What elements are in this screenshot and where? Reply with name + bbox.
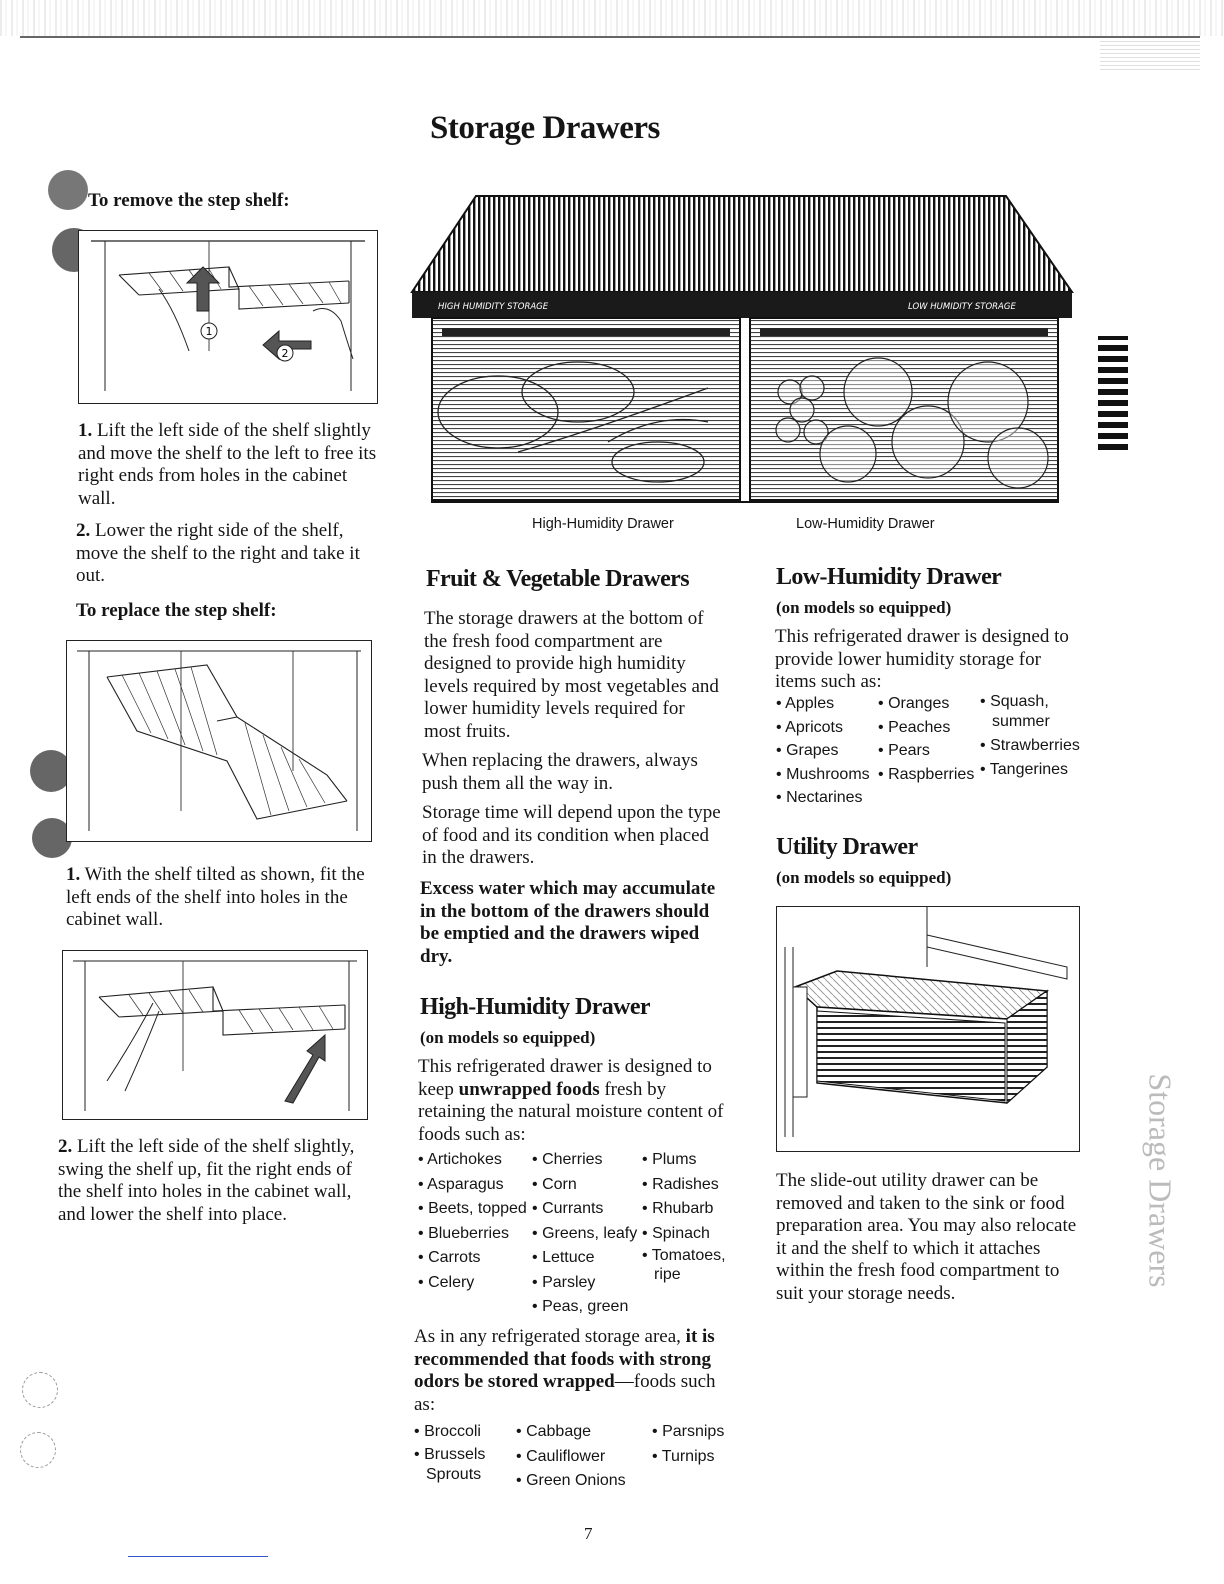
bullet: • [642, 1224, 648, 1242]
list-item: • Artichokes [418, 1151, 502, 1168]
scan-noise-right [1100, 40, 1200, 70]
list-item: • Pears [878, 742, 930, 759]
odor-list-col2 [516, 1420, 626, 1494]
binder-hole-mark [48, 170, 88, 210]
list-item: • Peas, green [532, 1298, 629, 1315]
scan-artifact [22, 1372, 58, 1408]
side-tab [1140, 1020, 1179, 1340]
bullet: • [516, 1423, 522, 1440]
bullet: • [516, 1472, 522, 1489]
note-bold: it is recommended that foods with strong odors be stored wrapped [414, 1326, 715, 1392]
side-tab-label: Storage Drawers [1142, 1073, 1179, 1288]
fruit-veg-para-1: The storage drawers at the bottom of the fresh food compartment are designed to provide high humidity levels required by most vegetables and lower humidity levels required for most fruits. [424, 608, 719, 742]
list-item: • Raspberries [878, 765, 975, 783]
list-item: • Nectarines [776, 789, 863, 806]
list-item: • Radishes [642, 1175, 719, 1193]
low-humidity-list-col2 [878, 692, 974, 786]
intro-text: fresh by retaining the natural moisture content of foods such as: [418, 1078, 724, 1145]
bullet: • [418, 1273, 424, 1291]
list-item: • Parsnips [652, 1423, 725, 1440]
list-item: • Blueberries [418, 1224, 509, 1242]
bullet: • [414, 1423, 420, 1440]
list-item: • Corn [532, 1175, 577, 1193]
list-item: • Tangerines [980, 761, 1069, 778]
list-item-continuation: Sprouts [426, 1466, 482, 1483]
fruit-veg-heading: Fruit & Vegetable Drawers [426, 566, 689, 592]
top-rule [20, 36, 1200, 38]
high-humidity-heading: High-Humidity Drawer [420, 994, 650, 1020]
bullet: • [776, 718, 782, 736]
step-text: With the shelf tilted as shown, fit the left ends of the shelf into holes in the cabinet wall. [66, 864, 365, 930]
bullet: • [532, 1273, 538, 1291]
list-item: • Celery [418, 1273, 475, 1291]
high-humidity-list-col3 [642, 1148, 726, 1284]
replace-shelf-heading: To replace the step shelf: [76, 600, 277, 621]
list-item: • Mushrooms [776, 765, 870, 783]
high-humidity-list-col1 [418, 1148, 527, 1295]
svg-text:2: 2 [281, 347, 289, 360]
bullet: • [878, 765, 884, 783]
bullet: • [642, 1247, 648, 1264]
low-humidity-subheading: (on models so equipped) [776, 598, 952, 617]
high-humidity-panel-label: HIGH HUMIDITY STORAGE [438, 302, 549, 312]
list-item: • Cauliflower [516, 1447, 606, 1465]
bullet: • [776, 742, 782, 759]
list-item: • Beets, topped [418, 1200, 527, 1217]
fruit-veg-para-2: When replacing the drawers, always push them all the way in. [422, 750, 698, 794]
bullet: • [418, 1249, 424, 1266]
bullet: • [532, 1175, 538, 1193]
bullet: • [418, 1224, 424, 1242]
bullet: • [776, 765, 782, 783]
bullet: • [418, 1151, 424, 1168]
bullet: • [980, 693, 986, 710]
replace-step-1 [66, 864, 366, 932]
index-tab-marks [1098, 336, 1128, 450]
list-item: • Asparagus [418, 1175, 504, 1193]
list-item: • Rhubarb [642, 1200, 714, 1217]
list-item: • Green Onions [516, 1472, 626, 1489]
list-item: • Cabbage [516, 1423, 592, 1440]
utility-subheading: (on models so equipped) [776, 868, 952, 887]
low-humidity-list-col1 [776, 692, 870, 810]
drawers-illustration [408, 192, 1084, 508]
step-text: Lift the left side of the shelf slightly and move the shelf to the left to free its right ends from holes in the cabinet wall. [78, 420, 377, 509]
bullet: • [980, 761, 986, 778]
fruit-veg-warning: Excess water which may accumulate in the bottom of the drawers should be emptied and the drawers wiped dry. [420, 878, 716, 967]
list-item: • Parsley [532, 1273, 596, 1291]
list-item: • Lettuce [532, 1249, 595, 1266]
list-item: • Apples [776, 695, 835, 712]
note-text: —foods such as: [414, 1371, 716, 1415]
intro-text: This refrigerated drawer is designed to keep [418, 1056, 712, 1100]
list-item-continuation: summer [992, 713, 1050, 730]
list-item: • Brussels [414, 1446, 486, 1463]
list-item-continuation: ripe [654, 1266, 681, 1283]
bullet: • [532, 1151, 538, 1168]
step-number: 1. [66, 864, 81, 885]
caption-low-humidity: Low-Humidity Drawer [796, 516, 935, 532]
bullet: • [980, 737, 986, 754]
list-item: • Peaches [878, 718, 951, 736]
replace-shelf-illustration-1 [66, 640, 372, 842]
bullet: • [642, 1200, 648, 1217]
bullet: • [418, 1200, 424, 1217]
list-item: • Oranges [878, 695, 950, 712]
bullet: • [878, 718, 884, 736]
bullet: • [516, 1447, 522, 1465]
list-item: • Spinach [642, 1224, 710, 1242]
page-title: Storage Drawers [430, 110, 660, 146]
list-item: • Plums [642, 1151, 697, 1168]
high-humidity-list-col2 [532, 1148, 637, 1320]
bullet: • [532, 1224, 538, 1242]
odor-list-col1 [414, 1420, 485, 1484]
bullet: • [652, 1423, 658, 1440]
bullet: • [532, 1249, 538, 1266]
list-item: • Broccoli [414, 1423, 481, 1440]
remove-step-2 [76, 520, 376, 588]
strong-odor-note [414, 1326, 734, 1416]
list-item: • Apricots [776, 718, 843, 736]
step-number: 1. [78, 420, 93, 441]
footer-rule [128, 1556, 268, 1557]
low-humidity-list-col3 [980, 692, 1080, 780]
remove-shelf-illustration [78, 230, 378, 404]
step-text: Lower the right side of the shelf, move the shelf to the right and take it out. [76, 520, 360, 586]
low-humidity-intro: This refrigerated drawer is designed to provide lower humidity storage for items such as: [775, 626, 1069, 692]
bullet: • [878, 695, 884, 712]
bullet: • [418, 1175, 424, 1193]
scan-top-noise [0, 0, 1224, 36]
bullet: • [878, 742, 884, 759]
replace-shelf-illustration-2 [62, 950, 368, 1120]
high-humidity-intro [418, 1056, 728, 1146]
svg-text:1: 1 [205, 325, 213, 338]
remove-shelf-heading: To remove the step shelf: [88, 190, 290, 211]
bullet: • [776, 695, 782, 712]
odor-list-col3 [652, 1420, 724, 1469]
list-item: • Currants [532, 1200, 604, 1217]
bullet: • [652, 1447, 658, 1465]
list-item: • Turnips [652, 1447, 715, 1465]
remove-step-1 [78, 420, 378, 510]
bullet: • [532, 1200, 538, 1217]
bullet: • [776, 789, 782, 806]
scan-artifact [20, 1432, 56, 1468]
list-item: • Cherries [532, 1151, 603, 1168]
note-text: As in any refrigerated storage area, [414, 1326, 686, 1347]
bullet: • [414, 1446, 420, 1463]
bullet: • [642, 1175, 648, 1193]
list-item: • Tomatoes, [642, 1247, 726, 1264]
step-number: 2. [58, 1136, 73, 1157]
list-item: • Grapes [776, 742, 839, 759]
step-number: 2. [76, 520, 91, 541]
step-text: Lift the left side of the shelf slightly, swing the shelf up, fit the right ends of the shelf into holes in the cabinet wall, and lower the shelf into place. [58, 1136, 355, 1225]
utility-heading: Utility Drawer [776, 834, 918, 860]
low-humidity-heading: Low-Humidity Drawer [776, 564, 1002, 590]
list-item: • Squash, [980, 693, 1049, 710]
intro-bold: unwrapped foods [458, 1078, 600, 1100]
utility-body: The slide-out utility drawer can be removed and taken to the sink or food preparation area. You may also relocate it and the shelf to which it attaches within the fresh food compartment to suit your storage needs. [776, 1170, 1077, 1304]
bullet: • [642, 1151, 648, 1168]
bullet: • [532, 1298, 538, 1315]
caption-high-humidity: High-Humidity Drawer [532, 516, 674, 532]
list-item: • Strawberries [980, 737, 1080, 754]
fruit-veg-para-3: Storage time will depend upon the type of food and its condition when placed in the drawers. [422, 802, 721, 868]
utility-drawer-illustration [776, 906, 1080, 1152]
replace-step-2 [58, 1136, 358, 1226]
low-humidity-panel-label: LOW HUMIDITY STORAGE [908, 302, 1016, 312]
list-item: • Carrots [418, 1249, 481, 1266]
high-humidity-subheading: (on models so equipped) [420, 1028, 596, 1047]
page-number: 7 [584, 1524, 593, 1543]
list-item: • Greens, leafy [532, 1224, 638, 1242]
